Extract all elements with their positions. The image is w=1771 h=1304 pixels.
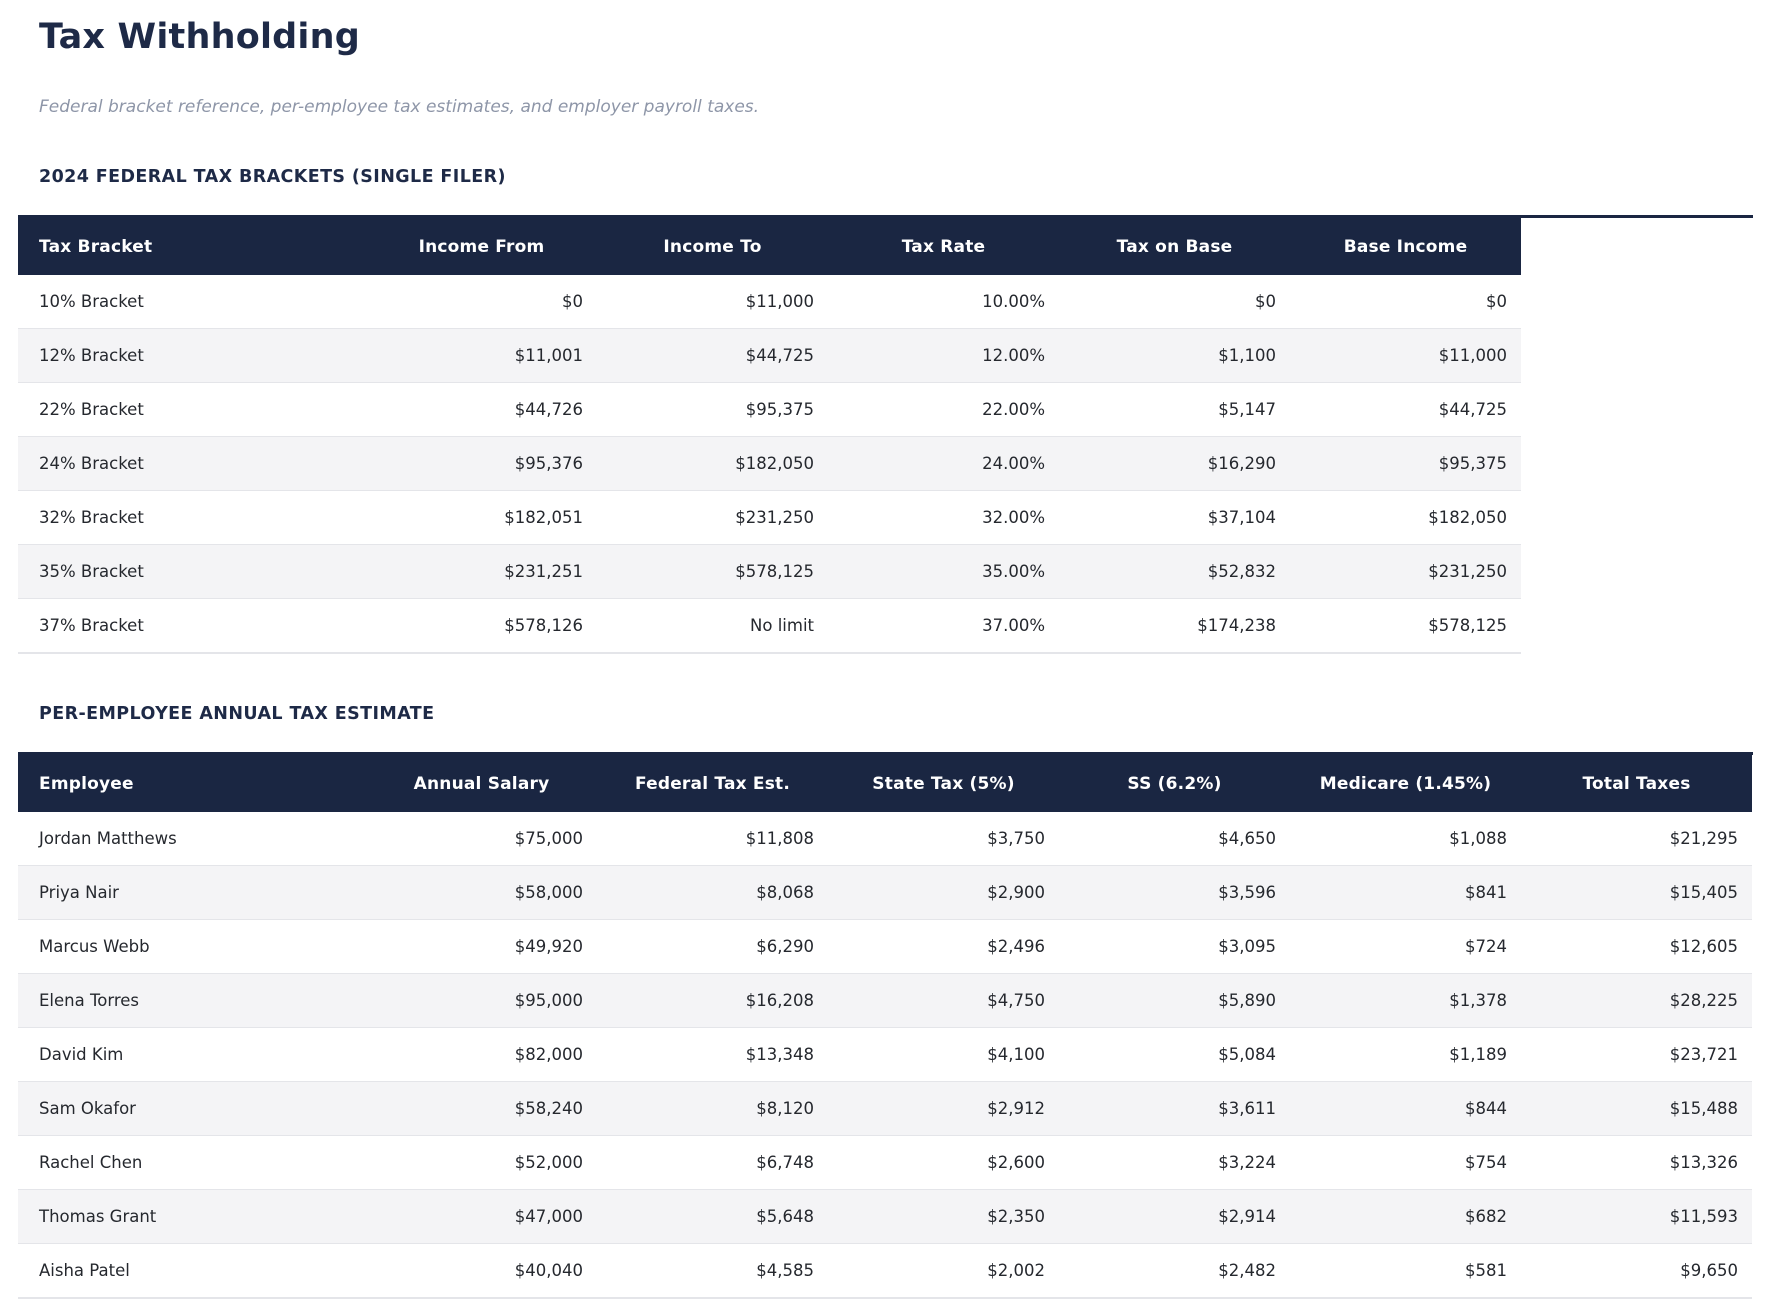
value-cell: $11,000 [745,292,814,312]
value-cell: $12,605 [1669,937,1738,957]
value-cell: $95,000 [514,991,583,1011]
table-row [18,329,1521,383]
value-cell: $49,920 [514,937,583,957]
value-cell: $82,000 [514,1045,583,1065]
value-cell: $37,104 [1207,508,1276,528]
column-header: Annual Salary [366,755,597,812]
value-cell: $3,095 [1218,937,1276,957]
value-cell: $3,596 [1218,883,1276,903]
row-label-cell: Jordan Matthews [39,829,177,849]
value-cell: $4,650 [1218,829,1276,849]
value-cell: $2,600 [987,1153,1045,1173]
value-cell: $578,125 [735,562,814,582]
row-label-cell: Priya Nair [39,883,119,903]
value-cell: $13,348 [745,1045,814,1065]
value-cell: $2,496 [987,937,1045,957]
row-label-cell: 24% Bracket [39,454,144,474]
value-cell: $5,147 [1218,400,1276,420]
column-header: Income To [597,218,828,275]
value-cell: $5,648 [756,1207,814,1227]
row-label-cell: 10% Bracket [39,292,144,312]
page-subtitle: Federal bracket reference, per-employee tax estimates, and employer payroll taxes. [39,97,760,118]
value-cell: $182,050 [1428,508,1507,528]
value-cell: $3,611 [1218,1099,1276,1119]
value-cell: 24.00% [982,454,1045,474]
value-cell: $2,914 [1218,1207,1276,1227]
value-cell: $9,650 [1680,1261,1738,1281]
table-row [18,437,1521,491]
row-label-cell: 22% Bracket [39,400,144,420]
value-cell: $182,050 [735,454,814,474]
value-cell: $11,001 [514,346,583,366]
column-header: SS (6.2%) [1059,755,1290,812]
row-label-cell: Thomas Grant [39,1207,157,1227]
value-cell: $1,088 [1449,829,1507,849]
value-cell: $44,726 [514,400,583,420]
column-header: Base Income [1290,218,1521,275]
table-row [18,920,1752,974]
table-row [18,1082,1752,1136]
value-cell: 22.00% [982,400,1045,420]
value-cell: No limit [750,616,814,636]
value-cell: $682 [1465,1207,1507,1227]
column-header: Federal Tax Est. [597,755,828,812]
value-cell: $581 [1465,1261,1507,1281]
column-header: Total Taxes [1521,755,1752,812]
row-label-cell: Marcus Webb [39,937,150,957]
value-cell: $8,120 [756,1099,814,1119]
federal-brackets-table [18,218,1521,654]
value-cell: $5,890 [1218,991,1276,1011]
value-cell: $40,040 [514,1261,583,1281]
table-row [18,812,1752,866]
value-cell: 10.00% [982,292,1045,312]
value-cell: $47,000 [514,1207,583,1227]
value-cell: $1,100 [1218,346,1276,366]
table-row [18,1244,1752,1299]
value-cell: $844 [1465,1099,1507,1119]
column-header: Medicare (1.45%) [1290,755,1521,812]
value-cell: $578,126 [504,616,583,636]
value-cell: $754 [1465,1153,1507,1173]
value-cell: $2,912 [987,1099,1045,1119]
column-header: State Tax (5%) [828,755,1059,812]
section-heading-per-employee: PER-EMPLOYEE ANNUAL TAX ESTIMATE [39,704,435,725]
value-cell: $2,350 [987,1207,1045,1227]
row-label-cell: David Kim [39,1045,124,1065]
value-cell: $16,208 [745,991,814,1011]
table-row [18,491,1521,545]
column-header: Employee [18,755,366,812]
report-page [0,14,1771,1299]
value-cell: $11,593 [1669,1207,1738,1227]
section-per-employee-estimate [18,704,1753,1299]
value-cell: $58,000 [514,883,583,903]
value-cell: $52,000 [514,1153,583,1173]
value-cell: $28,225 [1669,991,1738,1011]
value-cell: $4,585 [756,1261,814,1281]
value-cell: $578,125 [1428,616,1507,636]
value-cell: 32.00% [982,508,1045,528]
table-row [18,866,1752,920]
value-cell: $52,832 [1207,562,1276,582]
section-heading-federal-brackets: 2024 FEDERAL TAX BRACKETS (SINGLE FILER) [39,167,506,188]
page-title: Tax Withholding [39,17,360,57]
value-cell: $231,250 [735,508,814,528]
value-cell: $2,482 [1218,1261,1276,1281]
value-cell: $0 [562,292,583,312]
row-label-cell: 37% Bracket [39,616,144,636]
value-cell: $11,000 [1438,346,1507,366]
value-cell: $95,375 [745,400,814,420]
value-cell: $15,405 [1669,883,1738,903]
value-cell: $13,326 [1669,1153,1738,1173]
value-cell: $841 [1465,883,1507,903]
value-cell: $182,051 [504,508,583,528]
value-cell: $1,189 [1449,1045,1507,1065]
row-label-cell: 12% Bracket [39,346,144,366]
column-header: Income From [366,218,597,275]
column-header: Tax on Base [1059,218,1290,275]
column-header: Tax Rate [828,218,1059,275]
table-row [18,1190,1752,1244]
value-cell: $3,750 [987,829,1045,849]
table-row [18,545,1521,599]
value-cell: $6,748 [756,1153,814,1173]
value-cell: $4,100 [987,1045,1045,1065]
value-cell: 37.00% [982,616,1045,636]
table-row [18,974,1752,1028]
value-cell: $2,002 [987,1261,1045,1281]
table-row [18,1028,1752,1082]
row-label-cell: Elena Torres [39,991,140,1011]
value-cell: $2,900 [987,883,1045,903]
table-row [18,383,1521,437]
value-cell: $15,488 [1669,1099,1738,1119]
per-employee-table-wrap [18,752,1753,1299]
value-cell: $231,251 [504,562,583,582]
value-cell: $58,240 [514,1099,583,1119]
value-cell: $95,375 [1438,454,1507,474]
value-cell: $5,084 [1218,1045,1276,1065]
value-cell: $0 [1255,292,1276,312]
row-label-cell: 32% Bracket [39,508,144,528]
federal-brackets-table-wrap [18,215,1753,654]
value-cell: $1,378 [1449,991,1507,1011]
value-cell: $8,068 [756,883,814,903]
value-cell: $3,224 [1218,1153,1276,1173]
header-row [18,218,1521,275]
section-federal-tax-brackets [18,167,1753,654]
value-cell: $44,725 [745,346,814,366]
value-cell: 12.00% [982,346,1045,366]
value-cell: $44,725 [1438,400,1507,420]
value-cell: $6,290 [756,937,814,957]
value-cell: 35.00% [982,562,1045,582]
value-cell: $231,250 [1428,562,1507,582]
value-cell: $174,238 [1197,616,1276,636]
row-label-cell: Rachel Chen [39,1153,143,1173]
value-cell: $23,721 [1669,1045,1738,1065]
column-header: Tax Bracket [18,218,366,275]
value-cell: $21,295 [1669,829,1738,849]
table-row [18,275,1521,329]
value-cell: $95,376 [514,454,583,474]
value-cell: $4,750 [987,991,1045,1011]
value-cell: $11,808 [745,829,814,849]
per-employee-table [18,755,1752,1299]
value-cell: $16,290 [1207,454,1276,474]
row-label-cell: 35% Bracket [39,562,144,582]
table-row [18,1136,1752,1190]
value-cell: $75,000 [514,829,583,849]
row-label-cell: Aisha Patel [39,1261,130,1281]
value-cell: $0 [1486,292,1507,312]
value-cell: $724 [1465,937,1507,957]
header-row [18,755,1752,812]
table-row [18,599,1521,654]
row-label-cell: Sam Okafor [39,1099,136,1119]
